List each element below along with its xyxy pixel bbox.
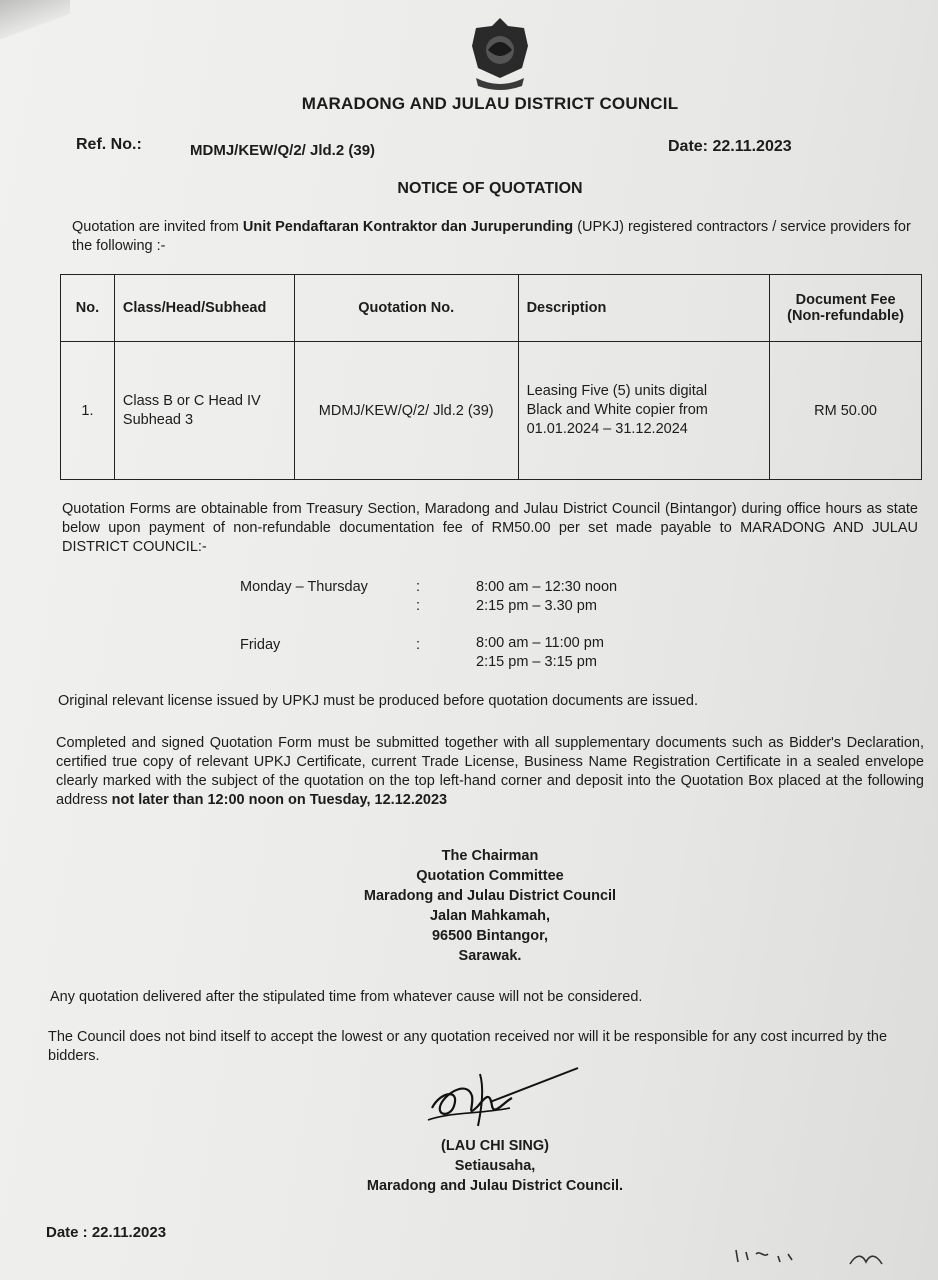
stray-marks-icon	[730, 1240, 890, 1270]
hours-friday-morning: 8:00 am – 11:00 pm	[476, 635, 604, 651]
late-notice: Any quotation delivered after the stipulated time from whatever cause will not be considered.	[50, 989, 643, 1005]
cell-class	[114, 342, 294, 480]
header-fee-line2: (Non-refundable)	[787, 308, 904, 324]
intro-text-end: (UPKJ) registered contractors / service providers for the following :-	[72, 219, 911, 254]
submission-text: Completed and signed Quotation Form must be submitted together with all supplementary documents such as Bidder's Declaration, certified true copy of relevant UPKJ Certificate, current Trade License, Business Name Registration Certificate in a sealed envelope clearly marked with the subject of the quotation on the top left-hand corner and deposit into the Quotation Box placed at the following address	[56, 735, 924, 808]
hours-colon: :	[416, 637, 421, 653]
signatory-title: Setiausaha,	[454, 1158, 536, 1174]
ref-label: Ref. No.:	[76, 136, 142, 153]
intro-text: Quotation are invited from	[72, 219, 243, 235]
cell-class-line2: Subhead 3	[122, 411, 194, 428]
hours-mon-thu-morning: 8:00 am – 12:30 noon	[476, 579, 618, 595]
hours-friday-afternoon: 2:15 pm – 3:15 pm	[476, 654, 597, 670]
submission-paragraph	[56, 734, 924, 810]
address-line: The Chairman	[441, 848, 539, 864]
hours-colon: :	[416, 579, 421, 595]
bind-notice: The Council does not bind itself to accept the lowest or any quotation received nor will it be responsible for any cost incurred by the bidders.	[48, 1029, 888, 1064]
council-name: MARADONG AND JULAU DISTRICT COUNCIL	[301, 94, 679, 113]
cell-desc-line1: Leasing Five (5) units digital	[526, 383, 708, 399]
signatory-block	[340, 1136, 650, 1196]
header-quotation-no: Quotation No.	[294, 275, 518, 342]
cell-desc-line2: Black and White copier from	[526, 402, 708, 418]
cell-fee: RM 50.00	[770, 342, 922, 480]
intro-upkj-name: Unit Pendaftaran Kontraktor dan Juruperunding	[242, 219, 574, 235]
cell-class-line1: Class B or C Head IV	[122, 392, 261, 409]
hours-friday-label: Friday	[240, 637, 281, 653]
address-line: Maradong and Julau District Council	[363, 888, 617, 904]
license-paragraph: Original relevant license issued by UPKJ must be produced before quotation documents are issued.	[58, 693, 698, 709]
header-document-fee	[770, 275, 922, 342]
cell-description	[518, 342, 770, 480]
header-description: Description	[518, 275, 770, 342]
forms-paragraph: Quotation Forms are obtainable from Treasury Section, Maradong and Julau District Council (Bintangor) during office hours as state below upon payment of non-refundable documentation fee of RM50.00 per set made payable to MARADONG AND JULAU DISTRICT COUNCIL:-	[62, 501, 918, 555]
hours-mon-thu-afternoon: 2:15 pm – 3.30 pm	[476, 598, 597, 614]
address-line: Sarawak.	[458, 948, 522, 964]
signatory-name: (LAU CHI SING)	[441, 1138, 549, 1154]
notice-title: NOTICE OF QUOTATION	[397, 180, 583, 197]
quotation-table	[60, 274, 922, 480]
submission-deadline: not later than 12:00 noon on Tuesday, 12.12.2023	[111, 792, 448, 808]
cell-desc-line3: 01.01.2024 – 31.12.2024	[526, 421, 688, 437]
council-crest-icon	[468, 16, 532, 92]
ref-number: MDMJ/KEW/Q/2/ Jld.2 (39)	[190, 142, 376, 159]
header-class: Class/Head/Subhead	[114, 275, 294, 342]
signature-icon	[420, 1062, 590, 1134]
address-line: Jalan Mahkamah,	[429, 908, 551, 924]
notice-date: Date: 22.11.2023	[668, 138, 792, 155]
table-header-row	[61, 275, 922, 342]
hours-colon: :	[416, 598, 421, 614]
cell-no: 1.	[61, 342, 115, 480]
header-fee-line1: Document Fee	[795, 292, 896, 308]
footer-date: Date : 22.11.2023	[46, 1224, 167, 1241]
table-row	[61, 342, 922, 480]
address-line: Quotation Committee	[416, 868, 564, 884]
folded-corner	[0, 0, 70, 40]
intro-paragraph	[72, 218, 918, 256]
signatory-organisation: Maradong and Julau District Council.	[366, 1178, 624, 1194]
header-no: No.	[61, 275, 115, 342]
address-line: 96500 Bintangor,	[431, 928, 549, 944]
cell-quotation-no: MDMJ/KEW/Q/2/ Jld.2 (39)	[294, 342, 518, 480]
hours-mon-thu-label: Monday – Thursday	[240, 579, 368, 595]
quotation-box-address	[340, 846, 640, 966]
